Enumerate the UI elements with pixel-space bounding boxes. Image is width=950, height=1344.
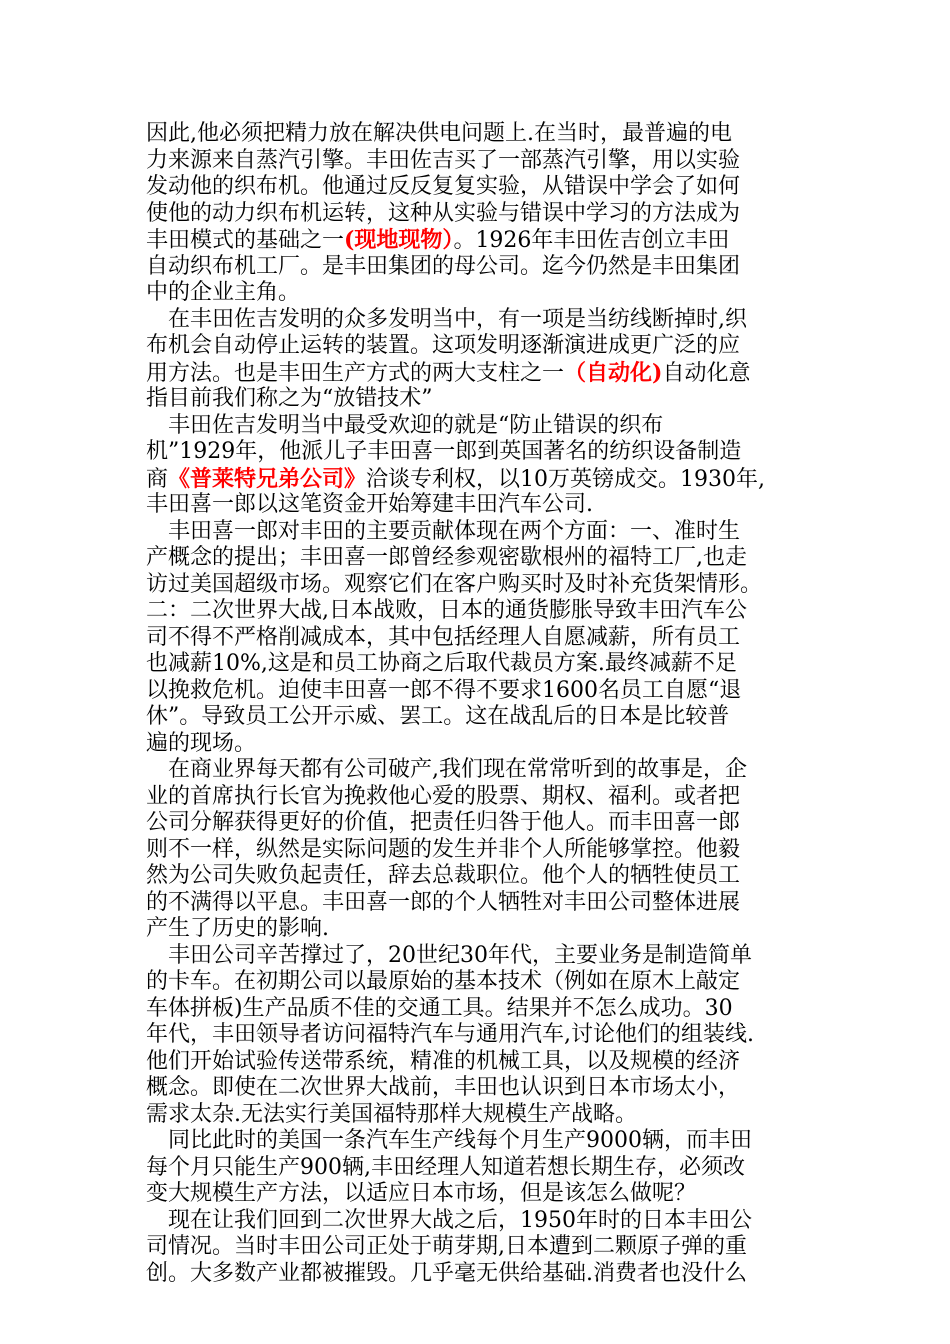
text-line: [146, 1128, 846, 1155]
text-line: [146, 1181, 846, 1208]
text-line: [146, 1075, 846, 1102]
text-segment: 布机会自动停止运转的装置。这项发明逐渐演进成更广泛的应: [146, 333, 741, 358]
text-segment: 力来源来自蒸汽引擎。丰田佐吉买了一部蒸汽引擎，用以实验: [146, 147, 741, 173]
text-line: [146, 307, 846, 334]
text-line: [146, 704, 846, 731]
text-segment: 指目前我们称之为“放错技术”: [146, 386, 433, 411]
text-segment: 他们开始试验传送带系统，精准的机械工具，以及规模的经济: [146, 1048, 741, 1074]
text-segment: 概念。即使在二次世界大战前，丰田也认识到日本市场太小，: [146, 1075, 741, 1100]
text-segment: 业的首席执行长官为挽救他心爱的股票、期权、福利。或者把: [146, 783, 741, 809]
text-line: [146, 678, 846, 705]
text-segment: 则不一样，纵然是实际问题的发生并非个人所能够掌控。他毅: [146, 836, 741, 862]
text-segment: 公司分解获得更好的价值，把责任归咎于他人。而丰田喜一郎: [146, 810, 741, 835]
text-segment: 丰田模式的基础之一: [146, 228, 345, 253]
document-body-text: [146, 121, 846, 1287]
text-line: [146, 598, 846, 625]
text-line: [146, 784, 846, 811]
highlighted-term: 《普莱特兄弟公司》: [168, 465, 367, 492]
text-segment: 以挽救危机。迫使丰田喜一郎不得不要求1600名员工自愿“退: [146, 677, 742, 703]
text-line: [146, 466, 846, 493]
text-line: [146, 254, 846, 281]
text-line: [146, 201, 846, 228]
text-line: [146, 439, 846, 466]
text-segment: 丰田喜一郎对丰田的主要贡献体现在两个方面：一、准时生: [146, 518, 741, 544]
text-line: [146, 837, 846, 864]
text-line: [146, 545, 846, 572]
text-segment: 产概念的提出；丰田喜一郎曾经参观密歇根州的福特工厂,也走: [146, 545, 747, 570]
text-line: [146, 519, 846, 546]
text-line: [146, 148, 846, 175]
text-segment: 的卡车。在初期公司以最原始的基本技术（例如在原木上敲定: [146, 969, 741, 994]
text-segment: 机”1929年，他派儿子丰田喜一郎到英国著名的纺织设备制造: [146, 439, 742, 464]
text-line: [146, 413, 846, 440]
text-segment: 在丰田佐吉发明的众多发明当中，有一项是当纺线断掉时,织: [146, 306, 747, 332]
text-line: [146, 996, 846, 1023]
text-segment: 也减薪10%,这是和员工协商之后取代裁员方案.最终减薪不足: [146, 651, 737, 676]
text-line: [146, 943, 846, 970]
text-segment: 丰田公司辛苦撑过了，20世纪30年代，主要业务是制造简单: [146, 942, 752, 968]
text-line: [146, 1022, 846, 1049]
text-segment: 用方法。也是丰田生产方式的两大支柱之一: [146, 360, 565, 386]
text-segment: 变大规模生产方法，以适应日本市场，但是该怎么做呢？: [146, 1181, 697, 1206]
text-line: [146, 890, 846, 917]
text-line: [146, 969, 846, 996]
text-line: [146, 651, 846, 678]
text-segment: 在商业界每天都有公司破产,我们现在常常听到的故事是，企: [146, 757, 747, 782]
text-segment: 访过美国超级市场。观察它们在客户购买时及时补充货架情形。: [146, 571, 763, 597]
text-line: [146, 731, 846, 758]
text-segment: 然为公司失败负起责任，辞去总裁职位。他个人的牺牲使员工: [146, 863, 741, 888]
text-line: [146, 1208, 846, 1235]
text-segment: 司不得不严格削减成本，其中包括经理人自愿减薪，所有员工: [146, 624, 741, 650]
highlighted-term: (现地现物）: [344, 227, 454, 253]
text-line: [146, 1049, 846, 1076]
text-segment: 因此,他必须把精力放在解决供电问题上.在当时，最普遍的电: [146, 121, 732, 146]
text-segment: 每个月只能生产900辆,丰田经理人知道若想长期生存，必须改: [146, 1154, 745, 1180]
text-line: [146, 227, 846, 254]
text-line: [146, 863, 846, 890]
text-line: [146, 386, 846, 413]
text-segment: 发动他的织布机。他通过反反复复实验，从错误中学会了如何: [146, 174, 741, 199]
text-segment: 的不满得以平息。丰田喜一郎的个人牺牲对丰田公司整体进展: [146, 889, 741, 915]
text-segment: 商: [146, 466, 169, 492]
text-segment: 。1926年丰田佐吉创立丰田: [453, 228, 730, 253]
text-segment: 中的企业主角。: [146, 280, 301, 305]
text-line: [146, 360, 846, 387]
text-segment: 创。大多数产业都被摧毁。几乎毫无供给基础.消费者也没什么: [146, 1260, 747, 1286]
text-line: [146, 1234, 846, 1261]
text-line: [146, 1102, 846, 1129]
text-line: [146, 1261, 846, 1288]
text-line: [146, 121, 846, 148]
text-segment: 遍的现场。: [146, 730, 257, 756]
text-segment: 二：二次世界大战,日本战败，日本的通货膨胀导致丰田汽车公: [146, 598, 747, 623]
text-line: [146, 333, 846, 360]
text-line: [146, 757, 846, 784]
text-segment: 同比此时的美国一条汽车生产线每个月生产9000辆，而丰田: [146, 1128, 752, 1153]
text-segment: 自动化意: [662, 360, 751, 386]
text-line: [146, 1155, 846, 1182]
text-segment: 洽谈专利权，以10万英镑成交。1930年,: [366, 466, 766, 492]
highlighted-term: （自动化): [564, 359, 663, 386]
text-segment: 现在让我们回到二次世界大战之后，1950年时的日本丰田公: [146, 1207, 752, 1233]
text-segment: 丰田喜一郎以这笔资金开始筹建丰田汽车公司.: [146, 492, 593, 517]
text-segment: 丰田佐吉发明当中最受欢迎的就是“防止错误的织布: [146, 412, 664, 438]
text-segment: 车体拼板)生产品质不佳的交通工具。结果并不怎么成功。30: [146, 995, 733, 1021]
text-segment: 自动织布机工厂。是丰田集团的母公司。迄今仍然是丰田集团: [146, 253, 741, 279]
text-segment: 使他的动力织布机运转，这种从实验与错误中学习的方法成为: [146, 200, 741, 226]
text-segment: 产生了历史的影响.: [146, 916, 329, 941]
text-line: [146, 625, 846, 652]
text-segment: 年代，丰田领导者访问福特汽车与通用汽车,讨论他们的组装线.: [146, 1022, 754, 1047]
text-line: [146, 280, 846, 307]
text-segment: 需求太杂.无法实行美国福特那样大规模生产战略。: [146, 1101, 637, 1127]
text-segment: 休”。导致员工公开示威、罢工。这在战乱后的日本是比较普: [146, 704, 730, 729]
text-line: [146, 916, 846, 943]
text-line: [146, 810, 846, 837]
text-line: [146, 174, 846, 201]
text-line: [146, 572, 846, 599]
text-segment: 司情况。当时丰田公司正处于萌芽期,日本遭到二颗原子弹的重: [146, 1234, 747, 1259]
text-line: [146, 492, 846, 519]
